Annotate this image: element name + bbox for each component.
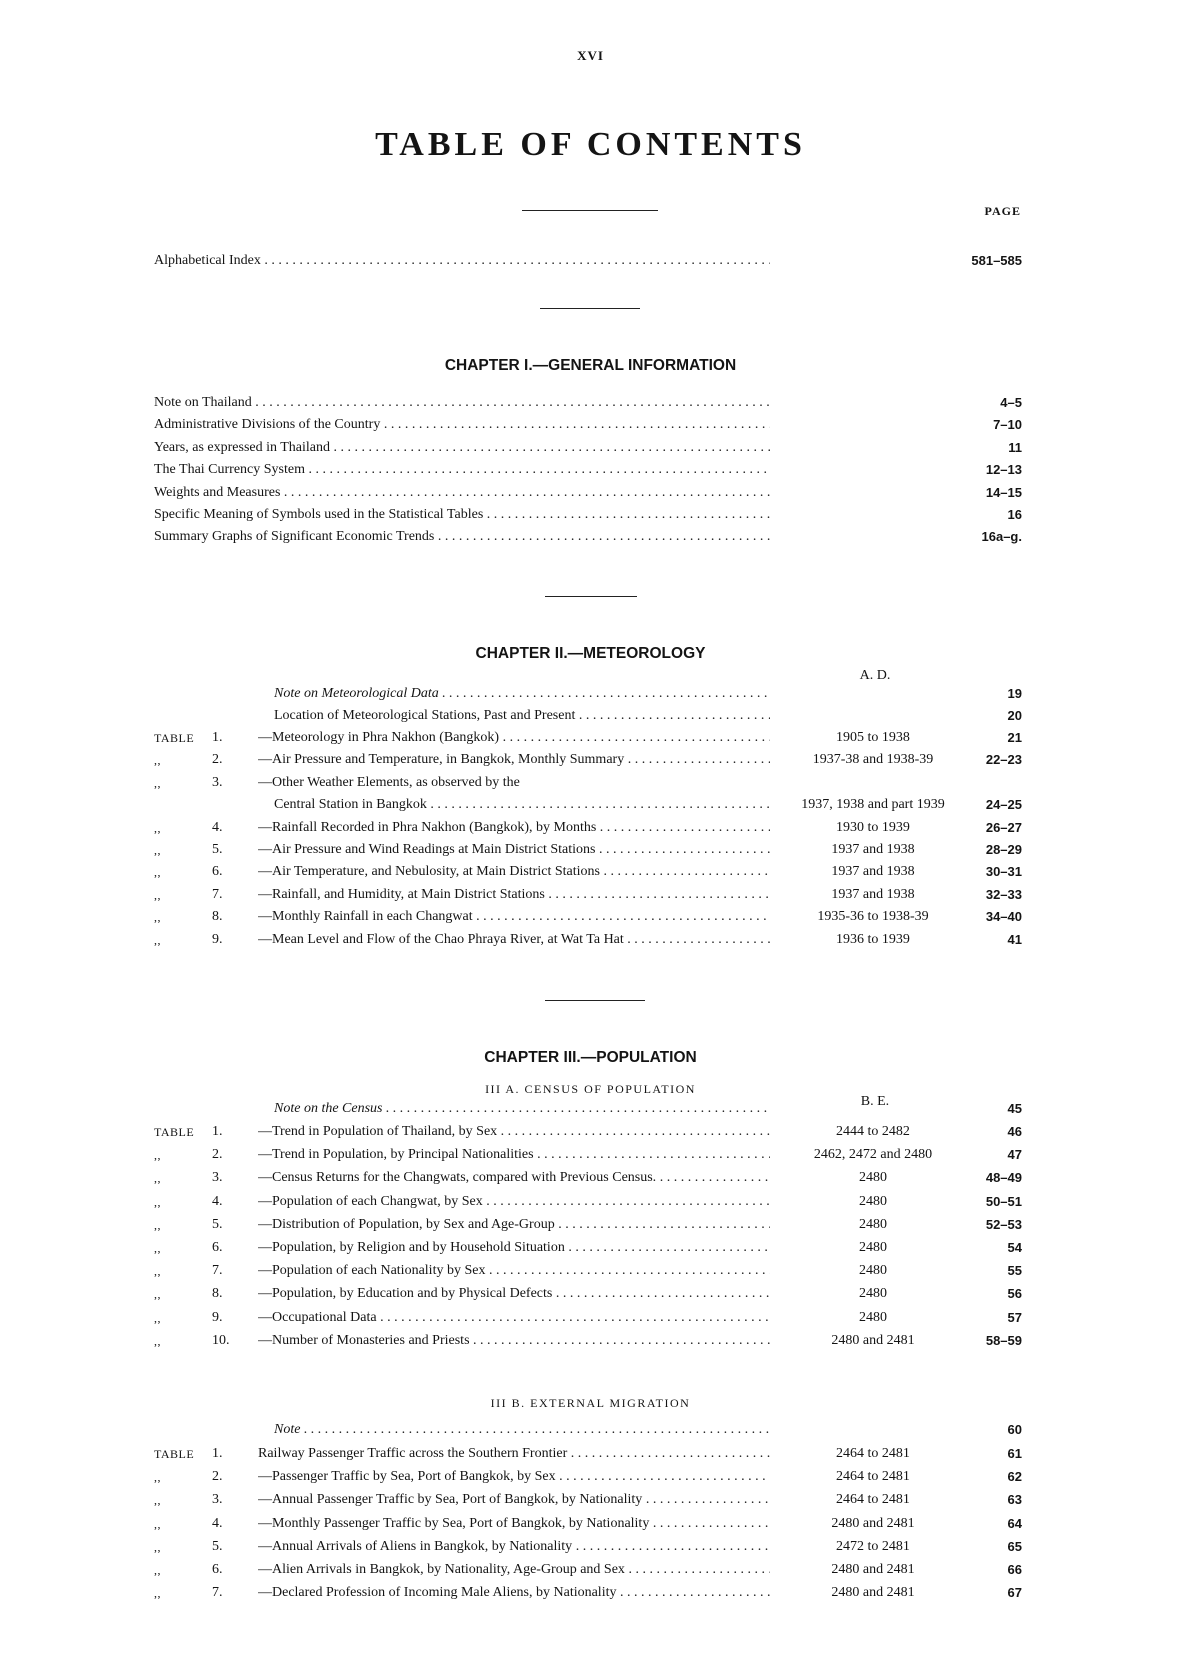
table-label: ,, xyxy=(154,1563,161,1577)
table-label: ,, xyxy=(154,1333,161,1348)
chapter-3a-table-entry[interactable] xyxy=(0,1214,1181,1236)
chapter-3a-table-entry[interactable] xyxy=(0,1121,1181,1143)
entry-period: 2464 to 2481 xyxy=(836,1492,910,1508)
entry-pages: 56 xyxy=(1007,1286,1022,1302)
entry-pages: 16a–g. xyxy=(981,529,1022,545)
table-number: 3. xyxy=(212,774,223,790)
entry-title: —Census Returns for the Changwats, compared with Previous Census. . . . xyxy=(258,1167,770,1189)
chapter-1-entry[interactable] xyxy=(0,459,1181,481)
entry-title: —Population of each Changwat, by Sex . . . xyxy=(258,1191,770,1213)
entry-period: 2480 xyxy=(859,1240,887,1255)
chapter-3b-table-entry[interactable] xyxy=(0,1582,1181,1604)
entry-title: —Air Pressure and Wind Readings at Main District Stations . . . xyxy=(258,839,770,861)
entry-period: 2444 to 2482 xyxy=(836,1124,910,1139)
index-pages: 581–585 xyxy=(971,253,1022,268)
chapter-3b-table-entry[interactable] xyxy=(0,1536,1181,1558)
entry-period: 1937 and 1938 xyxy=(831,886,915,902)
table-label: ,, xyxy=(154,843,161,857)
chapter-2-table-entry[interactable] xyxy=(0,906,1181,928)
entry-title: —Population, by Religion and by Household Situation . . . xyxy=(258,1237,770,1259)
entry-period: 2464 to 2481 xyxy=(836,1446,910,1461)
entry-pages: 21 xyxy=(1007,730,1022,745)
entry-period: 1935-36 to 1938-39 xyxy=(817,909,929,925)
entry-period: 1905 to 1938 xyxy=(836,730,910,745)
table-label: ,, xyxy=(154,1287,161,1302)
entry-title: —Occupational Data . . . xyxy=(258,1307,770,1329)
chapter-3a-table-entry[interactable] xyxy=(0,1307,1181,1329)
index-label: Alphabetical Index . . . xyxy=(154,250,770,272)
chapter-1-entry[interactable] xyxy=(0,414,1181,436)
entry-title: —Air Pressure and Temperature, in Bangkok, Monthly Summary . . . xyxy=(258,749,770,771)
table-number: 1. xyxy=(212,1124,223,1139)
chapter-1-entry[interactable] xyxy=(0,482,1181,504)
entry-period: 1937-38 and 1938-39 xyxy=(812,752,934,768)
entry-period: 1937, 1938 and part 1939 xyxy=(801,797,945,813)
table-number: 1. xyxy=(212,1446,223,1461)
table-label: ,, xyxy=(154,1171,161,1186)
entry-pages: 52–53 xyxy=(985,1216,1022,1232)
entry-title: —Annual Arrivals of Aliens in Bangkok, by Nationality . . . xyxy=(258,1536,770,1558)
entry-pages: 14–15 xyxy=(985,484,1022,500)
entry-period: 2480 xyxy=(859,1263,887,1279)
entry-pages: 46 xyxy=(1007,1124,1022,1139)
entry-pages: 67 xyxy=(1007,1585,1022,1601)
chapter-3a-table-entry[interactable] xyxy=(0,1144,1181,1166)
chapter-3-sub-a: III A. CENSUS OF POPULATION xyxy=(485,1082,696,1096)
table-number: 9. xyxy=(212,931,223,947)
entry-period: 2480 xyxy=(859,1309,887,1325)
entry-title: —Monthly Rainfall in each Changwat . . . xyxy=(258,906,770,928)
chapter-1-entry[interactable] xyxy=(0,392,1181,414)
entry-pages: 22–23 xyxy=(985,752,1022,768)
entry-title: —Trend in Population of Thailand, by Sex . . . xyxy=(258,1121,770,1143)
chapter-3a-table-entry[interactable] xyxy=(0,1330,1181,1352)
entry-pages: 57 xyxy=(1007,1309,1022,1325)
chapter-3a-table-entry[interactable] xyxy=(0,1260,1181,1282)
chapter-2-note[interactable] xyxy=(0,705,1181,727)
entry-title: —Population, by Education and by Physical Defects . . . xyxy=(258,1283,770,1305)
page-column-header: PAGE xyxy=(984,204,1021,218)
table-number: 2. xyxy=(212,752,223,768)
table-number: 1. xyxy=(212,730,223,745)
table-number: 2. xyxy=(212,1147,223,1163)
table-number: 4. xyxy=(212,819,223,835)
entry-period: 2480 and 2481 xyxy=(831,1515,915,1531)
chapter-3b-table-entry[interactable] xyxy=(0,1443,1181,1465)
section-rule xyxy=(540,308,640,309)
entry-pages: 32–33 xyxy=(985,886,1022,902)
table-number: 7. xyxy=(212,1585,223,1601)
chapter-3b-note[interactable] xyxy=(0,1419,1181,1441)
table-number: 8. xyxy=(212,909,223,925)
entry-period: 2480 xyxy=(859,1286,887,1302)
table-label: ,, xyxy=(154,1310,161,1325)
table-label: ,, xyxy=(154,932,161,947)
table-number: 6. xyxy=(212,864,223,880)
chapter-3a-table-entry[interactable] xyxy=(0,1237,1181,1259)
entry-pages: 4–5 xyxy=(1000,395,1022,410)
table-label: ,, xyxy=(154,1241,161,1255)
entry-period: 2464 to 2481 xyxy=(836,1469,910,1485)
entry-pages: 61 xyxy=(1007,1446,1022,1461)
entry-pages: 65 xyxy=(1007,1538,1022,1554)
chapter-1-entry[interactable] xyxy=(0,504,1181,526)
entry-title: Note on Meteorological Data . . . xyxy=(274,683,770,705)
entry-period: 2472 to 2481 xyxy=(836,1538,910,1554)
chapter-3a-table-entry[interactable] xyxy=(0,1167,1181,1189)
entry-title: Central Station in Bangkok . . . xyxy=(274,794,770,816)
chapter-2-table-entry[interactable] xyxy=(0,929,1181,951)
entry-pages: 54 xyxy=(1007,1240,1022,1255)
entry-title: Administrative Divisions of the Country . . . xyxy=(154,414,770,436)
chapter-2-era-label: A. D. xyxy=(859,668,891,683)
chapter-2-table-entry[interactable] xyxy=(0,727,1181,749)
table-number: 6. xyxy=(212,1562,223,1577)
entry-pages: 64 xyxy=(1007,1515,1022,1531)
chapter-3a-table-entry[interactable] xyxy=(0,1191,1181,1213)
entry-title: —Air Temperature, and Nebulosity, at Main District Stations . . . xyxy=(258,861,770,883)
entry-title: Note . . . xyxy=(274,1419,770,1441)
table-label: ,, xyxy=(154,775,161,790)
title-rule xyxy=(522,210,658,211)
chapter-3a-note[interactable] xyxy=(0,1098,1181,1120)
entry-title: Note on Thailand . . . xyxy=(154,392,770,414)
table-number: 4. xyxy=(212,1515,223,1531)
page-number: XVI xyxy=(577,48,604,63)
entry-pages: 7–10 xyxy=(993,417,1022,433)
entry-title: —Distribution of Population, by Sex and Age-Group . . . xyxy=(258,1214,770,1236)
entry-title: Years, as expressed in Thailand . . . xyxy=(154,437,770,459)
chapter-2-heading: CHAPTER II.—METEOROLOGY xyxy=(475,645,706,662)
table-number: 9. xyxy=(212,1309,223,1325)
chapter-2-note[interactable] xyxy=(0,683,1181,705)
chapter-3-era-label: B. E. xyxy=(860,1094,890,1109)
entry-title: —Monthly Passenger Traffic by Sea, Port of Bangkok, by Nationality . . . xyxy=(258,1513,770,1535)
entry-period: 2480 and 2481 xyxy=(831,1562,915,1577)
chapter-3b-table-entry[interactable] xyxy=(0,1489,1181,1511)
entry-period: 2480 xyxy=(859,1193,887,1209)
chapter-2-table-entry[interactable] xyxy=(0,839,1181,861)
table-label: ,, xyxy=(154,1217,161,1232)
chapter-1-entry[interactable] xyxy=(0,526,1181,548)
chapter-2-table-entry[interactable] xyxy=(0,861,1181,883)
entry-pages: 12–13 xyxy=(985,462,1022,478)
table-number: 3. xyxy=(212,1492,223,1508)
entry-title: —Declared Profession of Incoming Male Aliens, by Nationality . . . xyxy=(258,1582,770,1604)
entry-title: —Number of Monasteries and Priests . . . xyxy=(258,1330,770,1352)
table-label: ,, xyxy=(154,1493,161,1508)
table-label: ,, xyxy=(154,887,161,902)
chapter-2-table-entry[interactable] xyxy=(0,817,1181,839)
table-label: ,, xyxy=(154,1148,161,1163)
page-title: TABLE OF CONTENTS xyxy=(375,126,806,163)
table-label: ,, xyxy=(154,1586,161,1601)
entry-pages: 47 xyxy=(1007,1147,1022,1163)
table-number: 4. xyxy=(212,1193,223,1209)
chapter-3-heading: CHAPTER III.—POPULATION xyxy=(484,1049,697,1066)
chapter-1-entry[interactable] xyxy=(0,437,1181,459)
table-label: TABLE xyxy=(154,1125,195,1139)
section-rule xyxy=(545,1000,645,1001)
entry-title: —Other Weather Elements, as observed by the xyxy=(258,774,520,790)
entry-title: —Mean Level and Flow of the Chao Phraya River, at Wat Ta Hat . . . xyxy=(258,929,770,951)
entry-title: —Rainfall Recorded in Phra Nakhon (Bangkok), by Months . . . xyxy=(258,817,770,839)
entry-pages: 63 xyxy=(1007,1492,1022,1508)
entry-title: Specific Meaning of Symbols used in the Statistical Tables . . . xyxy=(154,504,770,526)
entry-pages: 62 xyxy=(1007,1469,1022,1485)
table-label: ,, xyxy=(154,820,161,835)
table-label: ,, xyxy=(154,910,161,925)
section-rule xyxy=(545,596,637,597)
table-number: 3. xyxy=(212,1170,223,1186)
chapter-1-heading: CHAPTER I.—GENERAL INFORMATION xyxy=(444,357,737,374)
table-label: ,, xyxy=(154,1470,161,1485)
entry-period: 2462, 2472 and 2480 xyxy=(813,1147,933,1163)
entry-pages: 41 xyxy=(1007,931,1022,947)
entry-pages: 66 xyxy=(1007,1562,1022,1577)
index-entry[interactable] xyxy=(0,250,1181,272)
entry-period: 1937 and 1938 xyxy=(831,842,915,857)
entry-pages: 16 xyxy=(1007,507,1022,522)
entry-title: —Rainfall, and Humidity, at Main District Stations . . . xyxy=(258,884,770,906)
chapter-3b-table-entry[interactable] xyxy=(0,1513,1181,1535)
chapter-2-table-entry[interactable] xyxy=(0,772,1181,794)
table-label: ,, xyxy=(154,1264,161,1279)
entry-period: 2480 xyxy=(859,1170,887,1186)
chapter-3a-table-entry[interactable] xyxy=(0,1283,1181,1305)
table-number: 7. xyxy=(212,886,223,902)
table-number: 10. xyxy=(212,1332,230,1348)
entry-period: 1936 to 1939 xyxy=(836,931,910,947)
entry-title: Note on the Census . . . xyxy=(274,1098,770,1120)
table-label: ,, xyxy=(154,1539,161,1554)
table-number: 2. xyxy=(212,1469,223,1485)
entry-title: —Passenger Traffic by Sea, Port of Bangkok, by Sex . . . xyxy=(258,1466,770,1488)
entry-title: Location of Meteorological Stations, Past and Present . . . xyxy=(274,705,770,727)
entry-title: —Annual Passenger Traffic by Sea, Port of Bangkok, by Nationality . . . xyxy=(258,1489,770,1511)
entry-pages: 11 xyxy=(1008,439,1022,455)
entry-title: —Population of each Nationality by Sex . . . xyxy=(258,1260,770,1282)
table-number: 5. xyxy=(212,1538,223,1554)
entry-pages: 58–59 xyxy=(985,1332,1022,1348)
table-number: 5. xyxy=(212,1216,223,1232)
entry-pages: 28–29 xyxy=(985,842,1022,857)
table-label: TABLE xyxy=(154,731,195,745)
chapter-2-table-entry[interactable] xyxy=(0,884,1181,906)
table-label: TABLE xyxy=(154,1447,195,1461)
entry-period: 1930 to 1939 xyxy=(836,819,910,835)
table-number: 7. xyxy=(212,1263,223,1279)
entry-pages: 45 xyxy=(1007,1101,1022,1116)
chapter-2-table-entry[interactable] xyxy=(0,794,1181,816)
table-number: 6. xyxy=(212,1240,223,1255)
entry-title: —Alien Arrivals in Bangkok, by Nationality, Age-Group and Sex . . . xyxy=(258,1559,770,1581)
entry-pages: 34–40 xyxy=(985,909,1022,925)
entry-title: Railway Passenger Traffic across the Southern Frontier . . . xyxy=(258,1443,770,1465)
entry-period: 2480 and 2481 xyxy=(831,1585,915,1601)
entry-pages: 20 xyxy=(1007,708,1022,724)
table-label: ,, xyxy=(154,1194,161,1209)
chapter-3b-table-entry[interactable] xyxy=(0,1466,1181,1488)
entry-period: 2480 xyxy=(859,1216,887,1232)
entry-pages: 24–25 xyxy=(985,797,1022,813)
entry-title: —Meteorology in Phra Nakhon (Bangkok) . . . xyxy=(258,727,770,749)
entry-pages: 26–27 xyxy=(985,819,1022,835)
entry-title: Summary Graphs of Significant Economic Trends . . . xyxy=(154,526,770,548)
entry-pages: 48–49 xyxy=(985,1170,1022,1186)
entry-title: Weights and Measures . . . xyxy=(154,482,770,504)
chapter-3b-table-entry[interactable] xyxy=(0,1559,1181,1581)
table-label: ,, xyxy=(154,1516,161,1531)
entry-pages: 30–31 xyxy=(985,864,1022,880)
entry-pages: 55 xyxy=(1007,1263,1022,1279)
entry-pages: 50–51 xyxy=(985,1193,1022,1209)
table-number: 8. xyxy=(212,1286,223,1302)
chapter-2-table-entry[interactable] xyxy=(0,749,1181,771)
table-label: ,, xyxy=(154,753,161,768)
chapter-3-sub-b: III B. EXTERNAL MIGRATION xyxy=(490,1396,691,1410)
table-label: ,, xyxy=(154,865,161,880)
entry-title: The Thai Currency System . . . xyxy=(154,459,770,481)
entry-period: 2480 and 2481 xyxy=(831,1332,915,1348)
entry-period: 1937 and 1938 xyxy=(831,864,915,880)
entry-pages: 19 xyxy=(1007,686,1022,701)
table-number: 5. xyxy=(212,842,223,857)
entry-pages: 60 xyxy=(1007,1422,1022,1437)
entry-title: —Trend in Population, by Principal Nationalities . . . xyxy=(258,1144,770,1166)
